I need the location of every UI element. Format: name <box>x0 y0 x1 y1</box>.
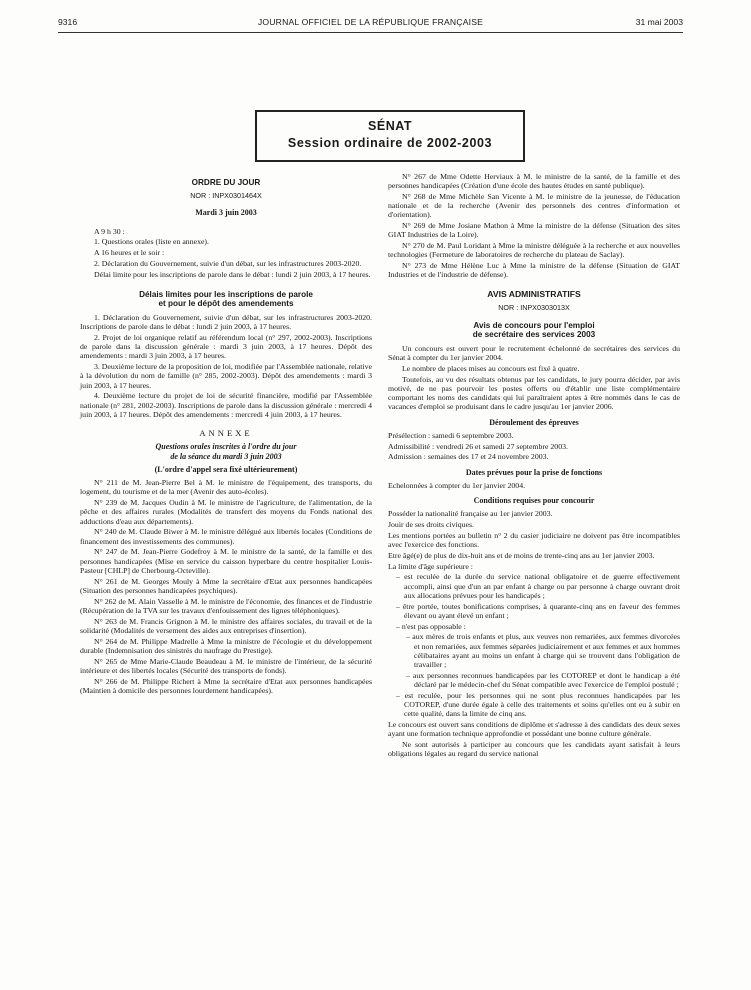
condition-1: Posséder la nationalité française au 1er janvier 2003. <box>388 509 553 519</box>
question-item: N° 240 de M. Claude Biwer à M. le ministre délégué aux libertés locales (Conditions de financement des investissements des communes). <box>80 527 372 546</box>
delais-title-1: Délais limites pour les inscriptions de parole <box>139 289 313 299</box>
conditions-title: Conditions requises pour concourir <box>473 496 595 506</box>
header-rule <box>58 32 683 33</box>
bullet-3a: – aux mères de trois enfants et plus, aux veuves non remariées, aux femmes divorcées et non remariées, aux femmes séparées judiciairement et aux femmes et aux hommes célibataires ayant au moins un enfant à charge qui se trouvent dans l'obligation de travailler ; <box>406 632 680 670</box>
page-header <box>58 14 683 30</box>
question-item: N° 211 de M. Jean-Pierre Bel à M. le ministre de l'équipement, des transports, du logement, du tourisme et de la mer (Avenir des auto-écoles). <box>80 478 372 497</box>
concours-title-2: de secrétaire des services 2003 <box>472 329 596 339</box>
delai-text: Délai limite pour les inscriptions de parole dans le débat : lundi 2 juin 2003, à 17 heures. <box>94 269 371 279</box>
annexe-title: ANNEXE <box>199 428 253 439</box>
concours-title-1: Avis de concours pour l'emploi <box>473 320 595 330</box>
item-1: 1. Questions orales (liste en annexe). <box>94 237 209 247</box>
odj-ref: NOR : INPX0301464X <box>190 191 262 201</box>
question-item: N° 266 de M. Philippe Richert à Mme la secrétaire d'Etat aux personnes handicapées (Maintien à domicile des personnes lourdement handicapées). <box>80 676 372 695</box>
odj-title: ORDRE DU JOUR <box>191 178 261 187</box>
admission: Admission : semaines des 17 et 24 novembre 2003. <box>388 452 549 462</box>
appel-note: (L'ordre d'appel sera fixé ultérieurement) <box>154 465 298 475</box>
admissibilite: Admissibilité : vendredi 26 et samedi 27 septembre 2003. <box>388 441 568 451</box>
issue-date: 31 mai 2003 <box>635 17 683 27</box>
condition-6: Le concours est ouvert sans conditions de diplôme et s'adresse à des candidats des deux sexes ayant une formation technique approfondie et possédant une bonne culture générale. <box>388 720 680 739</box>
concours-para-3: Toutefois, au vu des résultats obtenus par les candidats, le jury pourra décider, par avis motivé, de ne pas pourvoir les postes offerts ou d'établir une liste complémentaire comportant les noms des candidats qui lui paraîtraient aptes à être nommés dans le cas de vacances d'emploi se produisant dans le cadre jusqu'au 1er janvier 2006. <box>388 374 680 412</box>
session-title: Session ordinaire de 2002-2003 <box>287 136 493 150</box>
question-item: N° 270 de M. Paul Loridant à Mme la ministre déléguée à la recherche et aux nouvelles technologies (Fermeture de laboratoires de recherche du plateau de Saclay). <box>388 241 680 260</box>
questions-title-1: Questions orales inscrites à l'ordre du jour <box>155 442 297 452</box>
right-column <box>388 172 680 760</box>
date-title: Mardi 3 juin 2003 <box>195 208 257 218</box>
delai-item-3: 3. Deuxième lecture de la proposition de loi, modifiée par l'Assemblée nationale, relative à la dévolution du nom de famille (n° 285, 2002-2003). Dépôt des amendements : mardi 3 juin 2003, à 17 heures. <box>80 362 372 390</box>
question-item: N° 264 de M. Philippe Madrelle à Mme la ministre de l'écologie et du développement durable (Indemnisation des sinistrés du naufrage du Prestige). <box>80 636 372 655</box>
senat-box <box>255 110 525 162</box>
question-item: N° 273 de Mme Hélène Luc à Mme la ministre de la défense (Situation de GIAT Industries et de l'industrie de défense). <box>388 261 680 280</box>
question-item: N° 247 de M. Jean-Pierre Godefroy à M. le ministre de la santé, de la famille et des personnes handicapées (Mise en service du caisson hyperbare du centre hospitalier Louis-Pasteur [CHLP] de Cherbourg-Octeville). <box>80 547 372 575</box>
question-item: N° 263 de M. Francis Grignon à M. le ministre des affaires sociales, du travail et de la solidarité (Modalités de versement des aides aux entreprises d'insertion). <box>80 616 372 635</box>
condition-5: La limite d'âge supérieure : <box>388 561 473 571</box>
dates-title: Dates prévues pour la prise de fonctions <box>465 467 603 477</box>
bullet-1: – est reculée de la durée du service national obligatoire et de guerre effectivement accompli, ainsi que d'un an par enfant à charge ou par personne à charge ouvrant droit aux allocations prévues pour les handicapés ; <box>396 572 680 600</box>
bullet-2: – être portée, toutes bonifications comprises, à quarante-cinq ans en faveur des femmes élevant ou ayant élevé un enfant ; <box>396 601 680 620</box>
condition-3: Les mentions portées au bulletin n° 2 du casier judiciaire ne doivent pas être incompatibles avec l'exercice des fonctions. <box>388 530 680 550</box>
question-item: N° 261 de M. Georges Mouly à Mme la secrétaire d'Etat aux personnes handicapées (Situation des personnes handicapées psychiques). <box>80 576 372 595</box>
condition-4: Etre âgé(e) de plus de dix-huit ans et de moins de trente-cinq ans au 1er janvier 2003. <box>388 550 655 560</box>
bullet-4: – est reculée, pour les personnes qui ne sont plus reconnues handicapées par les COTOREP, d'une durée égale à celle des traitements et soins qu'elles ont eu à subir en cette qualité, dans la limite de cinq ans. <box>396 690 680 719</box>
delai-item-2: 2. Projet de loi organique relatif au référendum local (n° 297, 2002-2003). Inscriptions de parole dans la discussion générale : mardi 3 juin 2003, à 17 heures. Dépôt des amendements : mardi 3 juin 2003, à 17 heures. <box>80 333 372 361</box>
left-column <box>80 178 372 697</box>
schedule-9h30: A 9 h 30 : <box>94 226 125 236</box>
deroulement-title: Déroulement des épreuves <box>489 417 579 427</box>
question-item: N° 267 de Mme Odette Herviaux à M. le ministre de la santé, de la famille et des personnes handicapées (Création d'une école des hautes études en santé publique). <box>388 172 680 191</box>
questions-title-2: de la séance du mardi 3 juin 2003 <box>170 451 282 461</box>
concours-para-2: Le nombre de places mises au concours est fixé à quatre. <box>402 364 580 374</box>
avis-ref: NOR : INPX0303013X <box>498 303 570 313</box>
page-number: 9316 <box>58 17 78 27</box>
schedule-16h: A 16 heures et le soir : <box>94 248 165 258</box>
concours-para-1: Un concours est ouvert pour le recrutement échelonné de secrétaires des services du Sénat à compter du 1er janvier 2004. <box>388 344 680 363</box>
condition-2: Jouir de ses droits civiques. <box>388 520 474 530</box>
item-2: 2. Déclaration du Gouvernement, suivie d'un débat, sur les infrastructures 2003-2020. <box>94 259 362 268</box>
preselection: Présélection : samedi 6 septembre 2003. <box>388 430 514 440</box>
journal-title: JOURNAL OFFICIEL DE LA RÉPUBLIQUE FRANÇAISE <box>257 17 484 27</box>
avis-title: AVIS ADMINISTRATIFS <box>487 289 581 300</box>
question-item: N° 262 de M. Alain Vasselle à M. le ministre de l'économie, des finances et de l'industrie (Récupération de la TVA sur les travaux d'enfouissement des lignes téléphoniques). <box>80 596 372 615</box>
delais-title-2: et pour le dépôt des amendements <box>158 298 294 308</box>
delai-item-4: 4. Deuxième lecture du projet de loi de sécurité financière, modifié par l'Assemblée nationale (n° 281, 2002-2003). Inscriptions de parole dans la discussion générale : mercredi 4 juin 2003, à 17 heures. Dépôt des amendements : mercredi 4 juin 2003, à 17 heures. <box>80 391 372 419</box>
senat-title: SÉNAT <box>368 119 412 133</box>
question-item: N° 268 de Mme Michèle San Vicente à M. le ministre de la jeunesse, de l'éducation nationale et de la recherche (Avenir des personnels des centres d'information et d'orientation). <box>388 192 680 220</box>
bullet-3b: – aux personnes reconnues handicapées par les COTOREP et dont le handicap a été déclaré par le médecin-chef du Sénat compatible avec l'exercice de l'emploi postulé ; <box>406 670 680 690</box>
delai-item-1: 1. Déclaration du Gouvernement, suivie d'un débat, sur les infrastructures 2003-2020. Inscriptions de parole dans le débat : lundi 2 juin 2003, à 17 heures. <box>80 313 372 332</box>
question-item: N° 269 de Mme Josiane Mathon à Mme la ministre de la défense (Situation des sites GIAT Industries de la Loire). <box>388 221 680 240</box>
condition-7: Ne sont autorisés à participer au concours que les candidats ayant satisfait à leurs obligations légales au regard du service national <box>388 740 680 759</box>
question-item: N° 239 de M. Jacques Oudin à M. le ministre de l'agriculture, de l'alimentation, de la pêche et des affaires rurales (Modalités de transfert des moyens du Fonds national des adductions d'eau aux départements). <box>80 498 372 526</box>
question-item: N° 265 de Mme Marie-Claude Beaudeau à M. le ministre de l'intérieur, de la sécurité intérieure et des libertés locales (Sécurité des transports de fonds). <box>80 656 372 675</box>
echelonnees: Echelonnées à compter du 1er janvier 2004. <box>388 480 526 490</box>
bullet-3: – n'est pas opposable : <box>396 621 466 631</box>
